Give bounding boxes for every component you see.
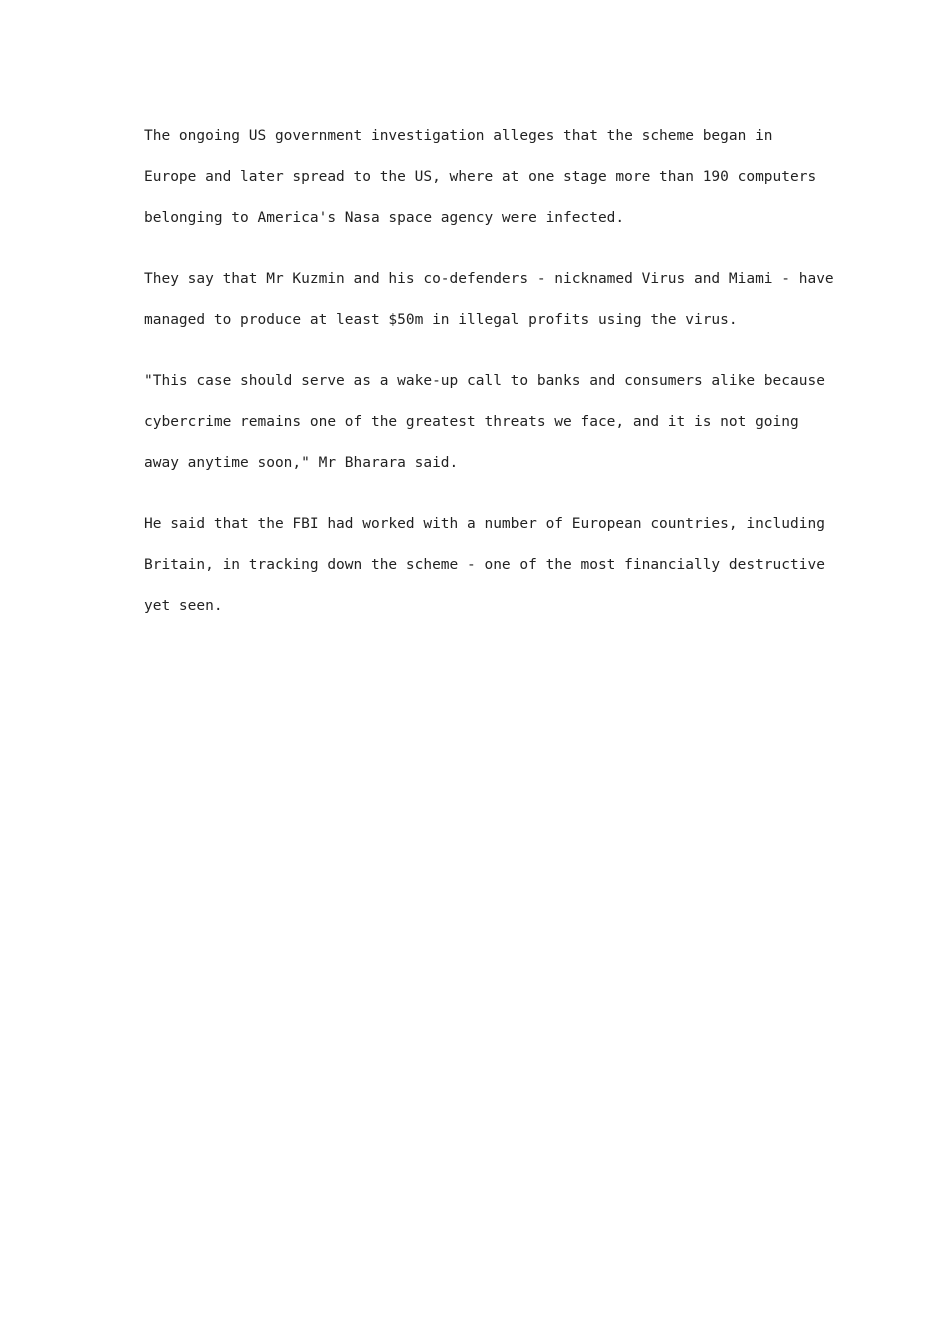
- text-line: Britain, in tracking down the scheme - one of the most financially destructive: [144, 557, 825, 573]
- text-line: managed to produce at least $50m in illegal profits using the virus.: [144, 312, 738, 328]
- text-line: "This case should serve as a wake-up call to banks and consumers alike because: [144, 373, 825, 389]
- paragraph-profits: [144, 259, 834, 341]
- article-body: [144, 116, 834, 647]
- text-line: The ongoing US government investigation alleges that the scheme began in: [144, 128, 773, 144]
- text-line: Europe and later spread to the US, where at one stage more than 190 computers: [144, 169, 817, 185]
- paragraph-investigation: [144, 116, 824, 239]
- text-line: belonging to America's Nasa space agency were infected.: [144, 210, 625, 226]
- text-line: away anytime soon," Mr Bharara said.: [144, 455, 459, 471]
- text-line: cybercrime remains one of the greatest threats we face, and it is not going: [144, 414, 799, 430]
- text-line: They say that Mr Kuzmin and his co-defenders - nicknamed Virus and Miami - have: [144, 271, 834, 287]
- paragraph-quote: [144, 361, 824, 484]
- text-line: yet seen.: [144, 598, 223, 614]
- text-line: He said that the FBI had worked with a number of European countries, including: [144, 516, 825, 532]
- paragraph-fbi: [144, 504, 824, 627]
